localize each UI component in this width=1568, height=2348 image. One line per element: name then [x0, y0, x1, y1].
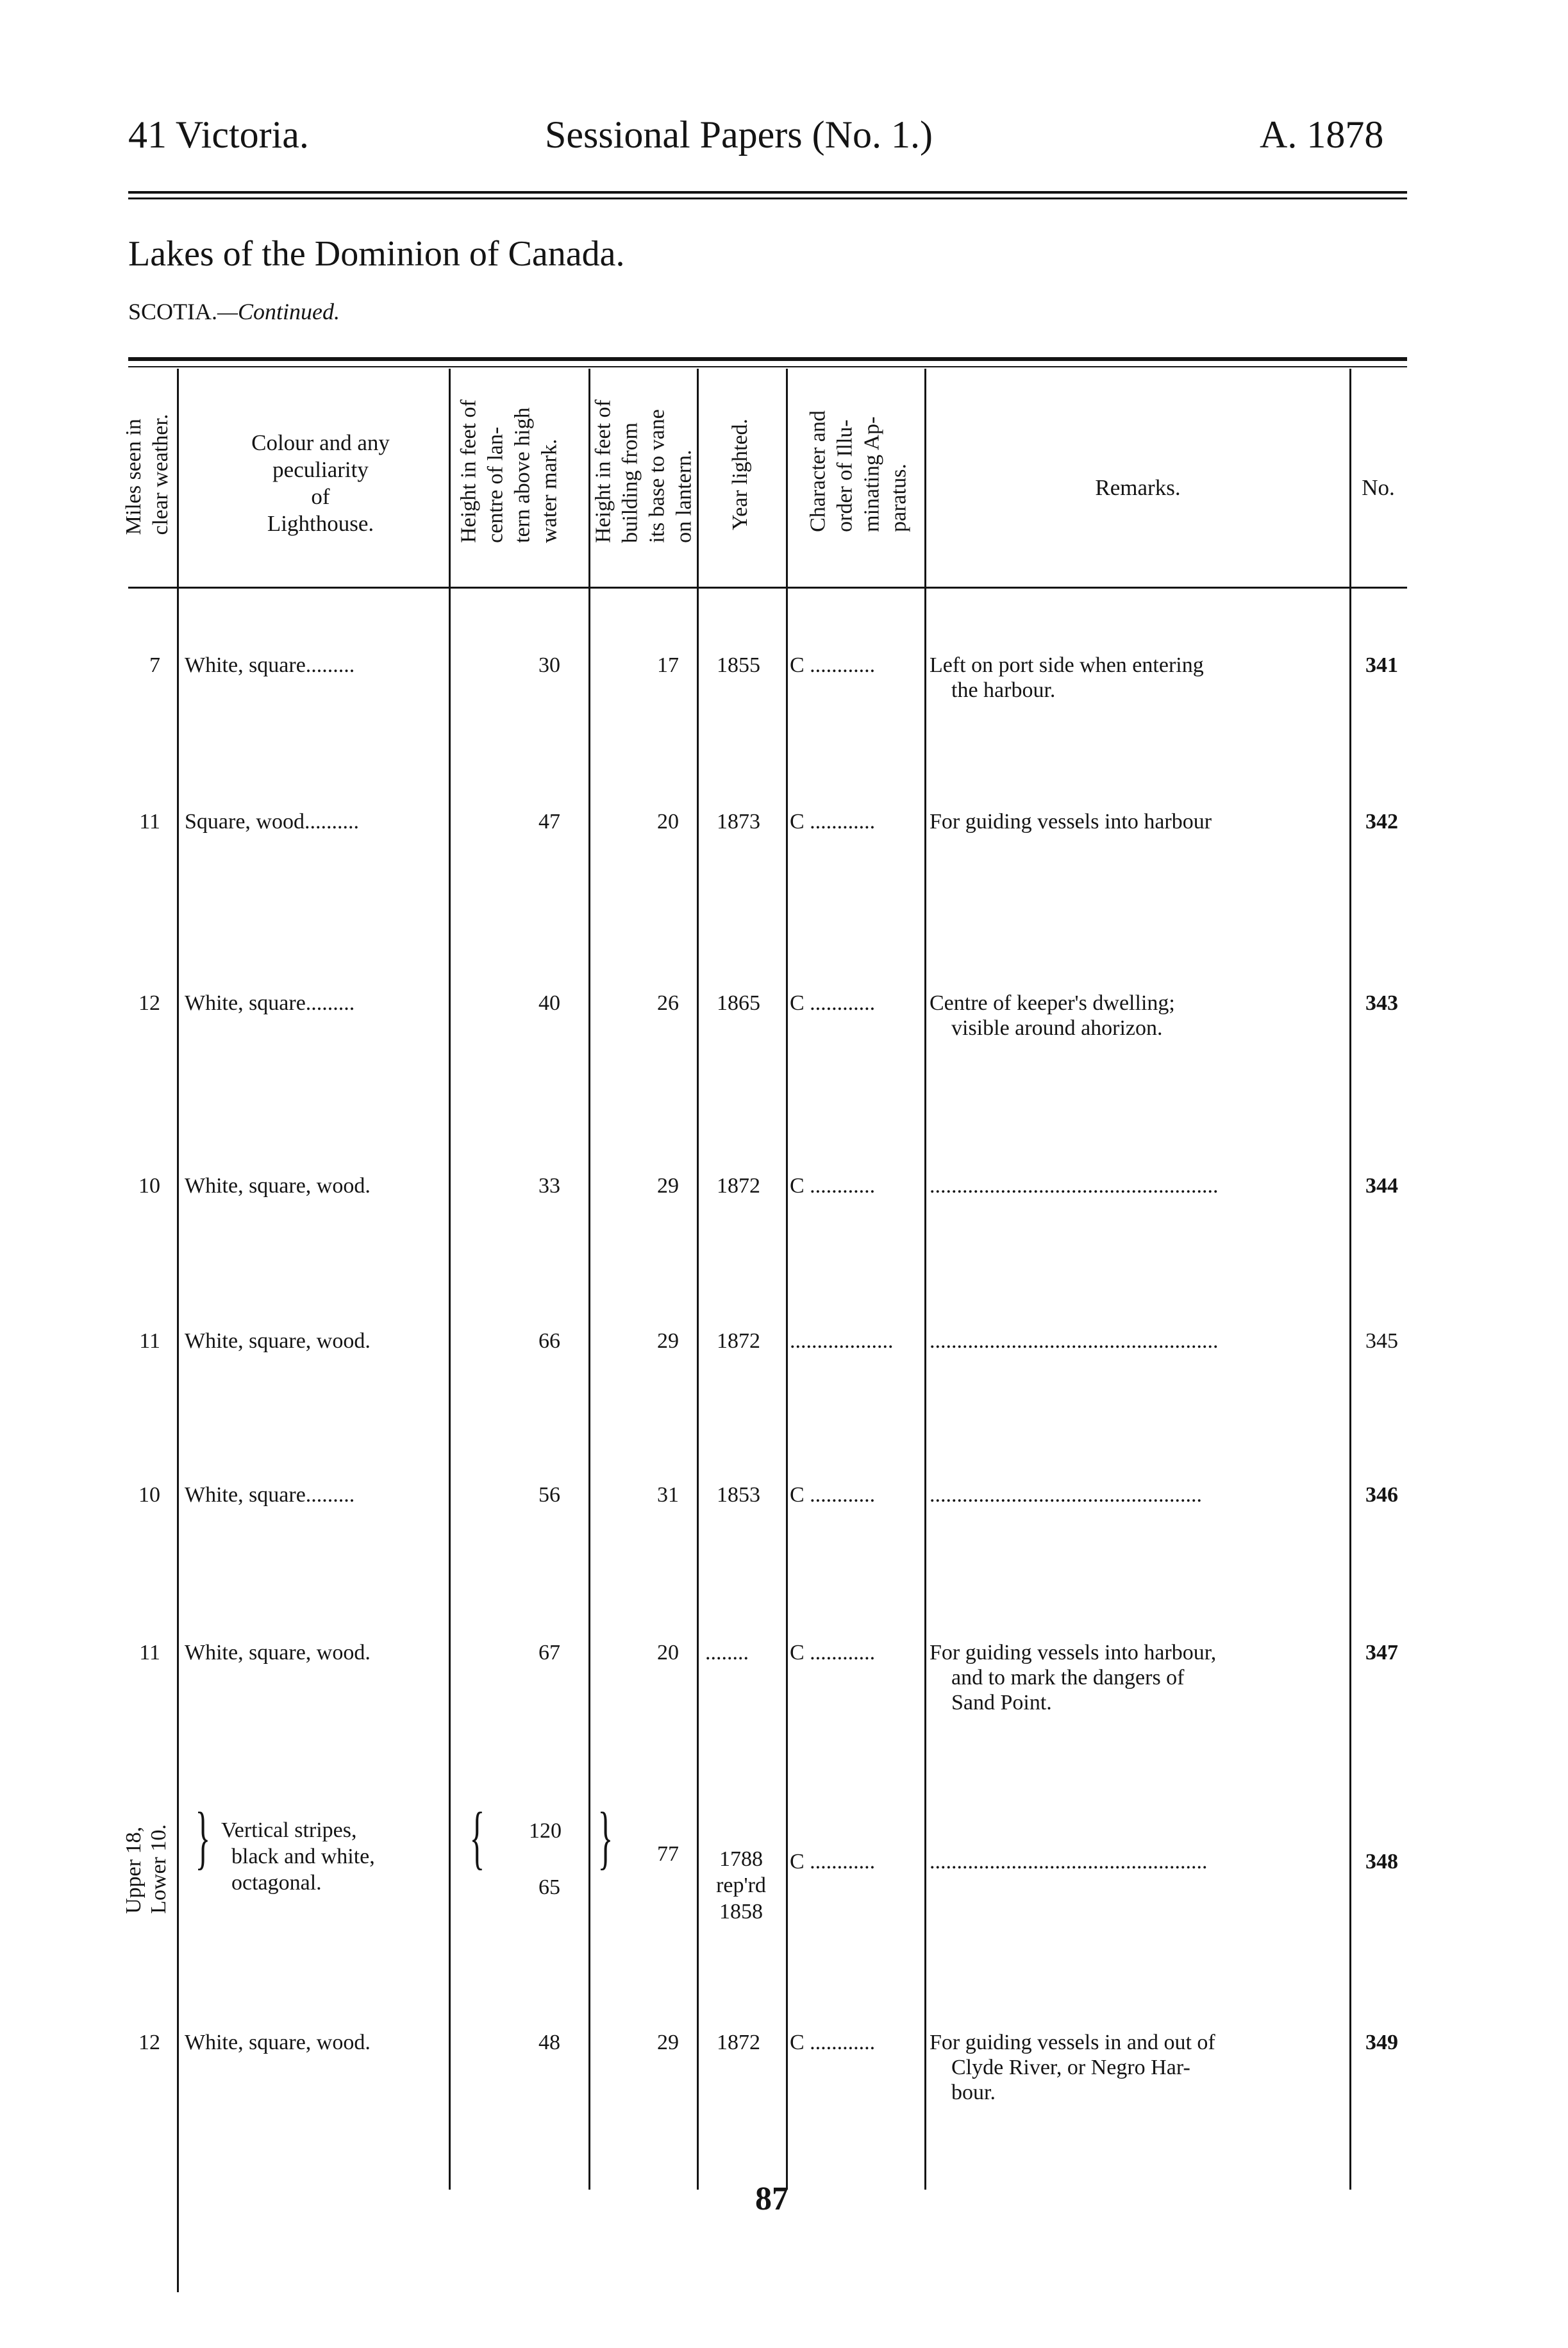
colour-line: octagonal.	[231, 1870, 322, 1895]
cell-year	[703, 1847, 780, 1925]
colour-line: Vertical stripes,	[221, 1818, 357, 1842]
column-divider	[1349, 369, 1351, 2190]
cell-height-water-2: 65	[538, 1875, 560, 1899]
cell-character: C ............	[790, 991, 876, 1015]
table-rule-top-thin	[128, 366, 1407, 367]
remarks-line: ..................................................	[930, 1483, 1202, 1507]
cell-height-building: 26	[657, 991, 679, 1015]
cell-colour: White, square, wood.	[185, 1174, 371, 1198]
cell-character: C ............	[790, 1641, 876, 1665]
header-center: Sessional Papers (No. 1.)	[545, 113, 933, 156]
column-divider	[177, 369, 179, 2292]
col-head-remarks: Remarks.	[1095, 475, 1181, 500]
cell-character: C ............	[790, 1850, 876, 1874]
year-line: 1858	[719, 1899, 763, 1924]
cell-character: ...................	[790, 1329, 894, 1353]
cell-remarks	[930, 1482, 1340, 1507]
table-rule-top	[128, 357, 1407, 361]
cell-miles: 12	[138, 2031, 160, 2054]
cell-no: 347	[1365, 1641, 1398, 1665]
cell-height-building: 17	[657, 653, 679, 677]
header-right: A. 1878	[1260, 113, 1384, 156]
cell-height-water: 30	[538, 653, 560, 677]
cell-height-building: 29	[657, 1174, 679, 1198]
cell-character: C ............	[790, 1483, 876, 1507]
cell-remarks	[930, 991, 1340, 1041]
cell-colour: Square, wood..........	[185, 810, 359, 834]
header-rule-bottom	[128, 197, 1407, 199]
cell-remarks	[930, 1329, 1340, 1354]
cell-year: 1865	[717, 991, 760, 1015]
remarks-line: Left on port side when entering	[930, 653, 1204, 677]
cell-no: 344	[1365, 1174, 1398, 1198]
cell-no: 346	[1365, 1483, 1398, 1507]
cell-miles: 11	[139, 810, 160, 834]
right-brace: }	[597, 1798, 613, 1876]
cell-height-water-1: 120	[529, 1819, 562, 1843]
col-head-character: Character and order of Illu- minating Ap- paratus.	[806, 410, 912, 532]
cell-remarks	[930, 653, 1340, 703]
cell-no: 342	[1365, 810, 1398, 834]
column-divider	[924, 369, 926, 2190]
cell-year: 1853	[717, 1483, 760, 1507]
cell-miles: 10	[138, 1174, 160, 1198]
cell-miles-rotated: Upper 18, Lower 10.	[121, 1824, 171, 1914]
remarks-line: the harbour.	[951, 678, 1056, 703]
cell-height-building: 29	[657, 1329, 679, 1353]
cell-miles: 11	[139, 1329, 160, 1353]
left-brace: }	[195, 1798, 211, 1876]
section-name: SCOTIA.	[128, 299, 218, 324]
cell-colour: White, square, wood.	[185, 1641, 371, 1665]
year-line: 1788	[719, 1847, 763, 1871]
cell-colour: White, square.........	[185, 991, 355, 1015]
remarks-line: .....................................................	[930, 1329, 1219, 1353]
year-line: rep'rd	[716, 1873, 766, 1897]
column-divider	[449, 369, 451, 2190]
column-divider	[786, 369, 788, 2190]
cell-miles: 7	[149, 653, 160, 677]
cell-character: C ............	[790, 810, 876, 834]
cell-height-water: 48	[538, 2031, 560, 2054]
col-head-height-water: Height in feet of centre of lan- tern above high water mark.	[456, 399, 562, 543]
cell-character: C ............	[790, 653, 876, 677]
cell-height-water: 66	[538, 1329, 560, 1353]
cell-height-water: 56	[538, 1483, 560, 1507]
cell-no: 341	[1365, 653, 1398, 677]
cell-remarks	[930, 1849, 1340, 1874]
cell-no: 348	[1365, 1850, 1398, 1874]
cell-miles: 11	[139, 1641, 160, 1665]
cell-no: 345	[1365, 1329, 1398, 1353]
remarks-line: Centre of keeper's dwelling;	[930, 991, 1175, 1015]
header-left: 41 Victoria.	[128, 113, 309, 156]
column-divider	[588, 369, 590, 2190]
cell-colour: White, square, wood.	[185, 2031, 371, 2054]
remarks-line: For guiding vessels in and out of	[930, 2031, 1215, 2054]
cell-year: 1855	[717, 653, 760, 677]
cell-colour	[221, 1818, 375, 1896]
cell-no: 349	[1365, 2031, 1398, 2054]
remarks-line: bour.	[951, 2081, 996, 2105]
remarks-line: ...................................................	[930, 1850, 1208, 1874]
remarks-line: visible around ahorizon.	[951, 1016, 1163, 1041]
remarks-line: and to mark the dangers of	[951, 1666, 1185, 1690]
cell-height-water: 67	[538, 1641, 560, 1665]
colour-line: black and white,	[231, 1844, 375, 1868]
cell-miles: 10	[138, 1483, 160, 1507]
cell-year: ........	[705, 1641, 749, 1665]
remarks-line: For guiding vessels into harbour	[930, 810, 1212, 834]
cell-year: 1872	[717, 1174, 760, 1198]
cell-remarks	[930, 2030, 1340, 2105]
cell-height-building: 77	[657, 1842, 679, 1866]
cell-height-building: 29	[657, 2031, 679, 2054]
section-title	[128, 298, 340, 325]
cell-year: 1872	[717, 2031, 760, 2054]
cell-colour: White, square.........	[185, 653, 355, 677]
cell-character: C ............	[790, 2031, 876, 2054]
col-head-no: No.	[1362, 475, 1395, 500]
section-continued: —Continued.	[217, 299, 340, 324]
column-divider	[697, 369, 699, 2190]
cell-remarks	[930, 1173, 1340, 1198]
cell-year: 1873	[717, 810, 760, 834]
cell-remarks	[930, 809, 1340, 834]
col-head-colour: Colour and any peculiarity of Lighthouse.	[251, 430, 390, 536]
cell-no: 343	[1365, 991, 1398, 1015]
cell-year: 1872	[717, 1329, 760, 1353]
cell-miles: 12	[138, 991, 160, 1015]
page-number: 87	[755, 2181, 788, 2217]
page-subtitle: Lakes of the Dominion of Canada.	[128, 234, 625, 274]
cell-character: C ............	[790, 1174, 876, 1198]
remarks-line: .....................................................	[930, 1174, 1219, 1198]
left-brace: {	[469, 1798, 485, 1876]
col-head-height-building: Height in feet of building from its base to vane on lantern.	[591, 399, 697, 543]
cell-remarks	[930, 1640, 1340, 1715]
cell-height-water: 33	[538, 1174, 560, 1198]
remarks-line: For guiding vessels into harbour,	[930, 1641, 1217, 1665]
cell-height-building: 31	[657, 1483, 679, 1507]
header-rule-under-columns	[128, 587, 1407, 589]
remarks-line: Sand Point.	[951, 1691, 1052, 1715]
col-head-year: Year lighted.	[728, 418, 752, 531]
remarks-line: Clyde River, or Negro Har-	[951, 2056, 1190, 2080]
cell-height-building: 20	[657, 1641, 679, 1665]
header-rule-top	[128, 191, 1407, 194]
cell-height-water: 47	[538, 810, 560, 834]
col-head-miles: Miles seen in clear weather.	[121, 414, 172, 535]
cell-height-building: 20	[657, 810, 679, 834]
cell-colour: White, square.........	[185, 1483, 355, 1507]
cell-colour: White, square, wood.	[185, 1329, 371, 1353]
cell-height-water: 40	[538, 991, 560, 1015]
